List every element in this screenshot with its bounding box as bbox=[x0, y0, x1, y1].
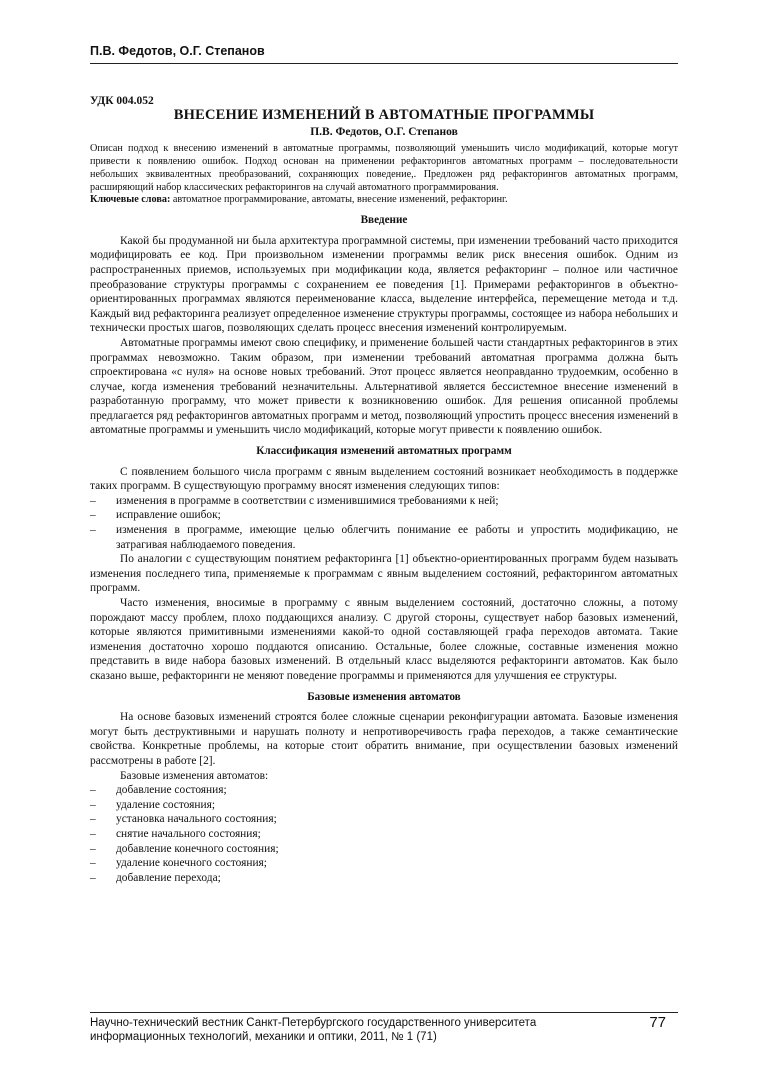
paragraph: На основе базовых изменений строятся более сложные сценарии реконфигурации автомата. Базовые изменения могут быть деструктивными и нарушать полноту и непротиворечивость графа переходов, а также семантические свойства. Конкретные проблемы, на которые стоит обратить внимание, при осуществлении базовых изменений рассмотрены в работе [2]. bbox=[90, 711, 678, 767]
running-head: П.В. Федотов, О.Г. Степанов bbox=[90, 44, 265, 58]
list-item: – добавление конечного состояния; bbox=[90, 842, 279, 855]
list-item: – добавление перехода; bbox=[90, 871, 221, 884]
paragraph: Автоматные программы имеют свою специфику, и применение большей части стандартных рефакторингов в этих программах невозможно. Таким образом, при изменении требований автоматная программа должна быть спроектирована «с нуля» на основе новых требований. Этот процесс является неоправданно трудоемким, особенно в случае, когда изменения требований незначительны. Альтернативой является бессистемное внесение изменений в разработанную программу, что может привести к возникновению ошибок. Для решения описанной проблемы предлагается ряд рефакторингов автоматных программ и метод, позволяющий упростить процесс внесения изменений в автоматные программы и уменьшить число модификаций, которые могут привести к появлению ошибок. bbox=[90, 336, 678, 437]
dash-bullet: – bbox=[90, 524, 96, 537]
dash-bullet: – bbox=[90, 813, 96, 826]
dash-bullet: – bbox=[90, 871, 96, 884]
paragraph: По аналогии с существующим понятием рефакторинга [1] объектно-ориентированных программ будем называть изменения последнего типа, применяемые к программам с явным выделением состояний, рефакторингом автоматных программ. bbox=[90, 553, 678, 595]
article-body bbox=[90, 94, 678, 885]
article-authors: П.В. Федотов, О.Г. Степанов bbox=[310, 125, 458, 138]
paragraph: С появлением большого числа программ с явным выделением состояний возникает необходимость в поддержке таких программ. В существующую программу вносят изменения следующих типов: bbox=[90, 465, 678, 493]
dash-bullet: – bbox=[90, 784, 96, 797]
paragraph: Часто изменения, вносимые в программу с явным выделением состояний, достаточно сложны, а потому порождают массу проблем, плохо поддающихся анализу. С другой стороны, существует набор базовых изменений, которые являются примитивными изменениями какой-то одной составляющей графа переходов автомата. Такие изменения достаточно хорошо поддаются описанию. Остальные, более сложные, составные изменения можно представить в виде набора базовых изменений. В отдельный класс выделяются рефакторинги автоматов. Как было сказано выше, рефакторинги не меняют поведение программы и применяются для улучшения ее структуры. bbox=[90, 597, 678, 682]
section-heading-basic: Базовые изменения автоматов bbox=[307, 690, 461, 703]
dash-bullet: – bbox=[90, 494, 96, 507]
dash-bullet: – bbox=[90, 857, 96, 870]
dash-bullet: – bbox=[90, 827, 96, 840]
footer-rule bbox=[90, 1012, 678, 1013]
list-item: – изменения в программе, имеющие целью облегчить понимание ее работы и упростить модификацию, не затрагивая наблюдаемого поведения. bbox=[90, 524, 678, 551]
paragraph: Базовые изменения автоматов: bbox=[120, 769, 269, 782]
list-item: – добавление состояния; bbox=[90, 784, 227, 797]
section-heading-intro: Введение bbox=[360, 214, 408, 227]
dash-bullet: – bbox=[90, 509, 96, 522]
page-number: 77 bbox=[649, 1014, 666, 1031]
list-item: – снятие начального состояния; bbox=[90, 827, 261, 840]
keywords-label: Ключевые слова: bbox=[90, 194, 171, 206]
paragraph: Какой бы продуманной ни была архитектура программной системы, при изменении требований часто приходится модифицировать ее код. При произвольном изменении программы велик риск внесения ошибок. Одним из распространенных приемов, используемых при модификации кода, является рефакторинг – полное или частичное преобразование структуры программы с сохранением ее поведения [1]. Примерами рефакторингов в объектно-ориентированных программах являются переименование класса, выделение интерфейса, перемещение метода и т.д. Каждый вид рефакторинга реализует определенное изменение структуры программы, состоящее из набора небольших и технически простых шагов, позволяющих сделать процесс внесения изменений контролируемым. bbox=[90, 234, 678, 335]
list-item: – изменения в программе в соответствии с изменившимися требованиями к ней; bbox=[90, 494, 499, 507]
abstract: Описан подход к внесению изменений в автоматные программы, позволяющий уменьшить число модификаций, которые могут привести к появлению ошибок. Подход основан на применении рефакторингов автоматных программ – последовательности небольших эквивалентных преобразований, сохраняющих поведение,. Предложен ряд рефакторингов автоматных программ, расширяющий набор классических рефакторингов на случай автоматного программирования. bbox=[90, 143, 678, 193]
section-heading-classification: Классификация изменений автоматных программ bbox=[256, 445, 512, 458]
udk-code: УДК 004.052 bbox=[90, 95, 154, 107]
list-item: – установка начального состояния; bbox=[90, 813, 277, 826]
page-footer bbox=[90, 1012, 678, 1044]
dash-bullet: – bbox=[90, 798, 96, 811]
header-rule bbox=[90, 63, 678, 64]
list-item: – удаление конечного состояния; bbox=[90, 857, 267, 870]
dash-bullet: – bbox=[90, 842, 96, 855]
list-item: – исправление ошибок; bbox=[90, 509, 221, 522]
keywords bbox=[90, 194, 678, 207]
journal-citation: Научно-технический вестник Санкт-Петербургского государственного университета информационных технологий, механики и оптики, 2011, № 1 (71) bbox=[90, 1017, 537, 1043]
list-item: – удаление состояния; bbox=[90, 798, 215, 811]
keywords-text: автоматное программирование, автоматы, внесение изменений, рефакторинг. bbox=[170, 194, 508, 206]
article-title: ВНЕСЕНИЕ ИЗМЕНЕНИЙ В АВТОМАТНЫЕ ПРОГРАММЫ bbox=[173, 106, 595, 123]
